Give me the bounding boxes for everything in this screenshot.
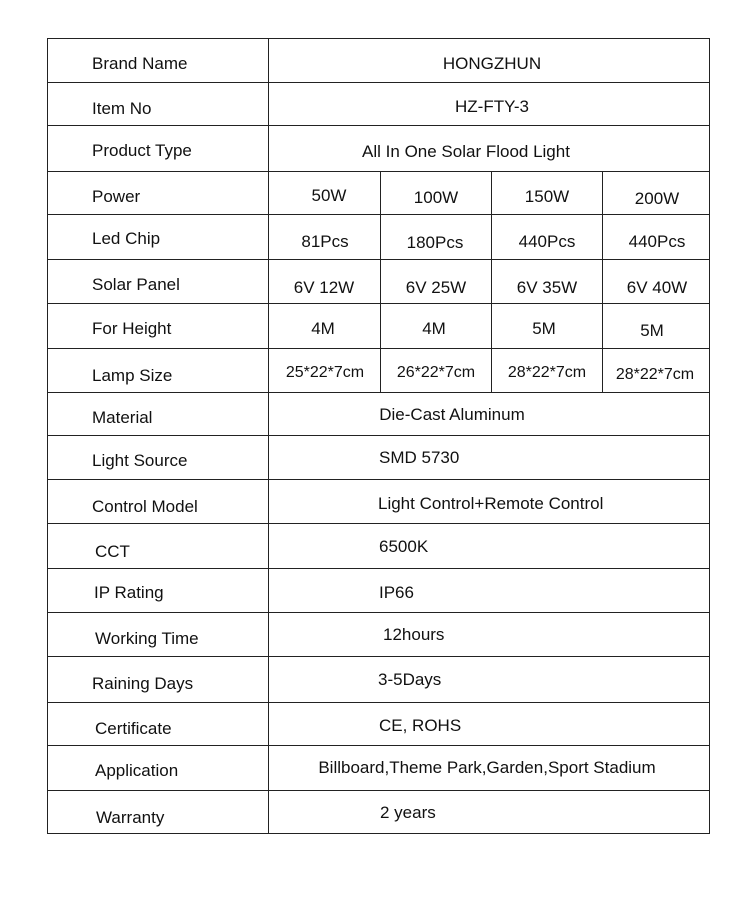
table-row: [47, 656, 710, 702]
row-label: For Height: [92, 319, 172, 338]
row-cell: 26*22*7cm: [396, 364, 476, 381]
row-label: Solar Panel: [92, 275, 180, 294]
row-cell: 100W: [413, 188, 459, 207]
row-cell: 6V 12W: [293, 278, 355, 297]
table-row: [47, 82, 710, 125]
row-cell: 28*22*7cm: [615, 366, 695, 383]
row-value: All In One Solar Flood Light: [362, 142, 570, 161]
table-row: [47, 702, 710, 745]
table-row: [47, 348, 710, 392]
table-row: [47, 303, 710, 348]
row-label: Raining Days: [92, 674, 194, 693]
row-value: SMD 5730: [379, 448, 460, 467]
table-row: [47, 568, 710, 612]
row-label: CCT: [95, 542, 130, 561]
row-cell: 6V 35W: [516, 278, 578, 297]
row-label: IP Rating: [94, 583, 164, 602]
table-row: [47, 38, 710, 82]
table-row: [47, 392, 710, 435]
row-value: 2 years: [380, 803, 436, 822]
row-cell: 180Pcs: [406, 233, 464, 252]
row-label: Application: [95, 761, 179, 780]
row-cell: 25*22*7cm: [285, 364, 365, 381]
table-row: [47, 523, 710, 568]
row-cell: 4M: [422, 319, 446, 338]
row-value: Billboard,Theme Park,Garden,Sport Stadium: [318, 758, 656, 777]
row-value: HZ-FTY-3: [455, 97, 529, 116]
table-row: [47, 214, 710, 259]
row-label: Material: [92, 408, 153, 427]
table-row: [47, 790, 710, 834]
row-label: Lamp Size: [92, 366, 173, 385]
row-cell: 5M: [640, 321, 664, 340]
row-cell: 440Pcs: [518, 232, 576, 251]
row-label: Product Type: [92, 141, 192, 160]
row-label: Brand Name: [92, 54, 188, 73]
table-row: [47, 745, 710, 790]
row-label: Certificate: [95, 719, 172, 738]
table-row: [47, 171, 710, 214]
row-cell: 81Pcs: [301, 232, 349, 251]
table-row: [47, 259, 710, 303]
row-value: Die-Cast Aluminum: [379, 405, 525, 424]
row-cell: 50W: [311, 186, 347, 205]
row-cell: 6V 40W: [626, 278, 688, 297]
row-value: HONGZHUN: [442, 54, 542, 73]
row-value: Light Control+Remote Control: [378, 494, 604, 513]
row-label: Power: [92, 187, 141, 206]
table-row: [47, 435, 710, 479]
row-cell: 440Pcs: [628, 232, 686, 251]
row-cell: 28*22*7cm: [507, 364, 587, 381]
table-row: [47, 479, 710, 523]
row-label: Item No: [92, 99, 152, 118]
row-value: IP66: [379, 583, 414, 602]
table-row: [47, 612, 710, 656]
row-cell: 6V 25W: [405, 278, 467, 297]
row-label: Control Model: [92, 497, 198, 516]
row-value: 6500K: [379, 537, 429, 556]
row-label: Light Source: [92, 451, 188, 470]
row-label: Led Chip: [92, 229, 161, 248]
row-value: 12hours: [383, 625, 445, 644]
row-label: Warranty: [96, 808, 165, 827]
row-value: 3-5Days: [378, 670, 442, 689]
spec-table: [47, 38, 710, 833]
row-label: Working Time: [95, 629, 199, 648]
table-row: [47, 125, 710, 171]
row-cell: 4M: [311, 319, 335, 338]
row-value: CE, ROHS: [379, 716, 462, 735]
row-cell: 200W: [634, 189, 680, 208]
row-cell: 150W: [524, 187, 570, 206]
row-cell: 5M: [532, 319, 556, 338]
